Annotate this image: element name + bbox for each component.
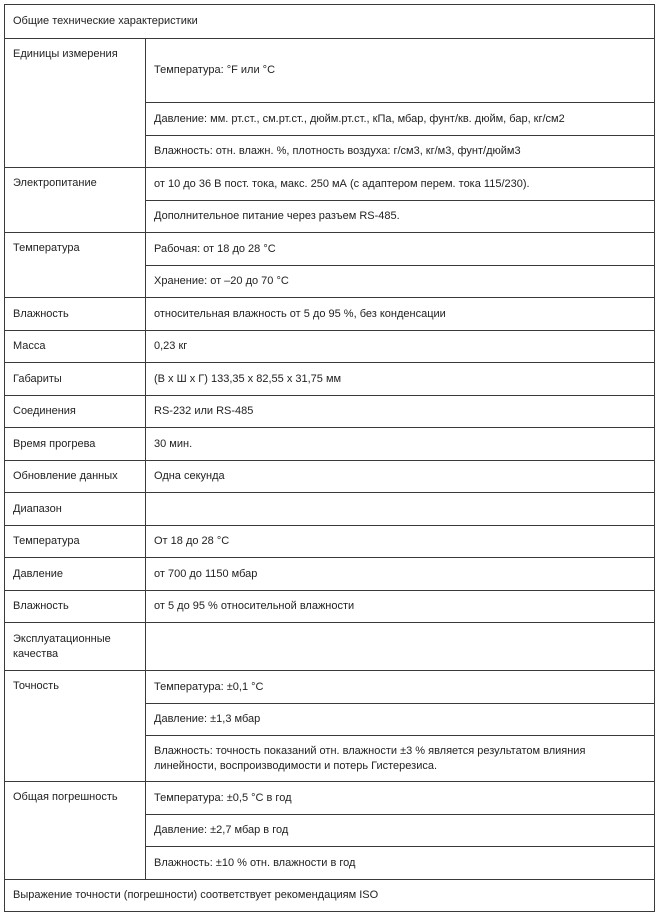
performance-value <box>146 623 655 671</box>
accuracy-humidity: Влажность: точность показаний отн. влажности ±3 % является результатом влияния линейности, воспроизводимости и потерь Гистерезиса. <box>146 736 655 782</box>
power-extra: Дополнительное питание через разъем RS-485. <box>146 201 655 233</box>
table-header-row <box>5 5 655 39</box>
row-label-dimensions: Габариты <box>5 363 146 396</box>
table-row <box>5 39 655 103</box>
row-label-mass: Масса <box>5 331 146 363</box>
table-row <box>5 168 655 201</box>
row-label-temperature: Температура <box>5 233 146 298</box>
row-label-update: Обновление данных <box>5 461 146 493</box>
table-title: Общие технические характеристики <box>5 5 655 39</box>
total-error-pressure: Давление: ±2,7 мбар в год <box>146 815 655 847</box>
row-label-humidity: Влажность <box>5 298 146 331</box>
table-row <box>5 558 655 591</box>
table-row <box>5 298 655 331</box>
range-pressure-value: от 700 до 1150 мбар <box>146 558 655 591</box>
table-row <box>5 493 655 526</box>
table-row <box>5 428 655 461</box>
total-error-humidity: Влажность: ±10 % отн. влажности в год <box>146 847 655 880</box>
mass-value: 0,23 кг <box>146 331 655 363</box>
table-row <box>5 396 655 428</box>
units-pressure: Давление: мм. рт.ст., см.рт.ст., дюйм.рт.ст., кПа, мбар, фунт/кв. дюйм, бар, кг/см2 <box>146 103 655 136</box>
row-label-connections: Соединения <box>5 396 146 428</box>
table-row <box>5 671 655 704</box>
row-label-performance: Эксплуатационные качества <box>5 623 146 671</box>
table-row <box>5 782 655 815</box>
accuracy-temperature: Температура: ±0,1 °С <box>146 671 655 704</box>
row-label-total-error: Общая погрешность <box>5 782 146 880</box>
temperature-operating: Рабочая: от 18 до 28 °С <box>146 233 655 266</box>
table-footer-row <box>5 880 655 912</box>
table-footer-note: Выражение точности (погрешности) соответствует рекомендациям ISO <box>5 880 655 912</box>
row-label-accuracy: Точность <box>5 671 146 782</box>
table-row <box>5 591 655 623</box>
update-value: Одна секунда <box>146 461 655 493</box>
table-row <box>5 233 655 266</box>
warmup-value: 30 мин. <box>146 428 655 461</box>
row-label-range-pressure: Давление <box>5 558 146 591</box>
table-row <box>5 623 655 671</box>
row-label-range: Диапазон <box>5 493 146 526</box>
units-humidity: Влажность: отн. влажн. %, плотность воздуха: г/см3, кг/м3, фунт/дюйм3 <box>146 136 655 168</box>
table-row <box>5 526 655 558</box>
table-row <box>5 363 655 396</box>
row-label-range-temperature: Температура <box>5 526 146 558</box>
total-error-temperature: Температура: ±0,5 °С в год <box>146 782 655 815</box>
specifications-table <box>4 4 655 912</box>
row-label-power: Электропитание <box>5 168 146 233</box>
temperature-storage: Хранение: от –20 до 70 °С <box>146 266 655 298</box>
humidity-value: относительная влажность от 5 до 95 %, без конденсации <box>146 298 655 331</box>
row-label-warmup: Время прогрева <box>5 428 146 461</box>
row-label-units: Единицы измерения <box>5 39 146 168</box>
range-value <box>146 493 655 526</box>
connections-value: RS-232 или RS-485 <box>146 396 655 428</box>
table-row <box>5 331 655 363</box>
table-row <box>5 461 655 493</box>
power-main: от 10 до 36 В пост. тока, макс. 250 мА (с адаптером перем. тока 115/230). <box>146 168 655 201</box>
range-temperature-value: От 18 до 28 °С <box>146 526 655 558</box>
dimensions-value: (В x Ш x Г) 133,35 x 82,55 x 31,75 мм <box>146 363 655 396</box>
range-humidity-value: от 5 до 95 % относительной влажности <box>146 591 655 623</box>
units-temperature: Температура: °F или °C <box>146 39 655 103</box>
accuracy-pressure: Давление: ±1,3 мбар <box>146 704 655 736</box>
row-label-range-humidity: Влажность <box>5 591 146 623</box>
